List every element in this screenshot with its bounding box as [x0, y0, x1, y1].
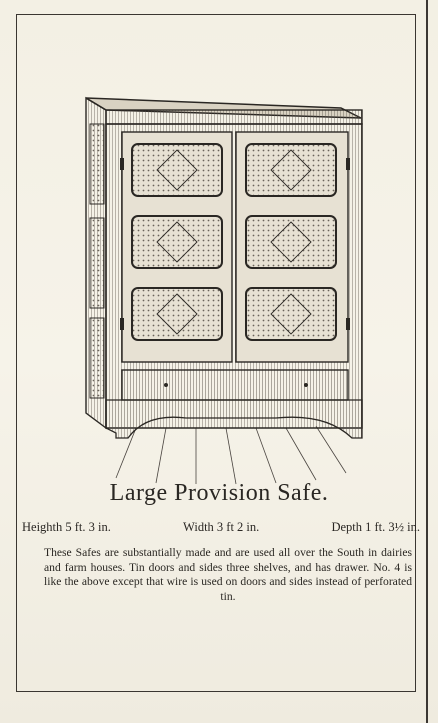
depth-spec: Depth 1 ft. 3½ in. [331, 520, 420, 534]
product-description: These Safes are substantially made and are used all over the South in dairies and farm houses. Tin doors and sides three shelves, and has drawer. No. 4 is like the above except that wire is used on doors and sides instead of perforated tin. [44, 546, 412, 603]
page-edge-line [426, 0, 428, 723]
width-spec: Width 3 ft 2 in. [183, 520, 260, 534]
product-title: Large Provision Safe. [109, 480, 329, 506]
height-spec: Heighth 5 ft. 3 in. [22, 520, 111, 534]
dimensions-row [22, 520, 420, 535]
provision-safe-illustration [76, 88, 376, 488]
